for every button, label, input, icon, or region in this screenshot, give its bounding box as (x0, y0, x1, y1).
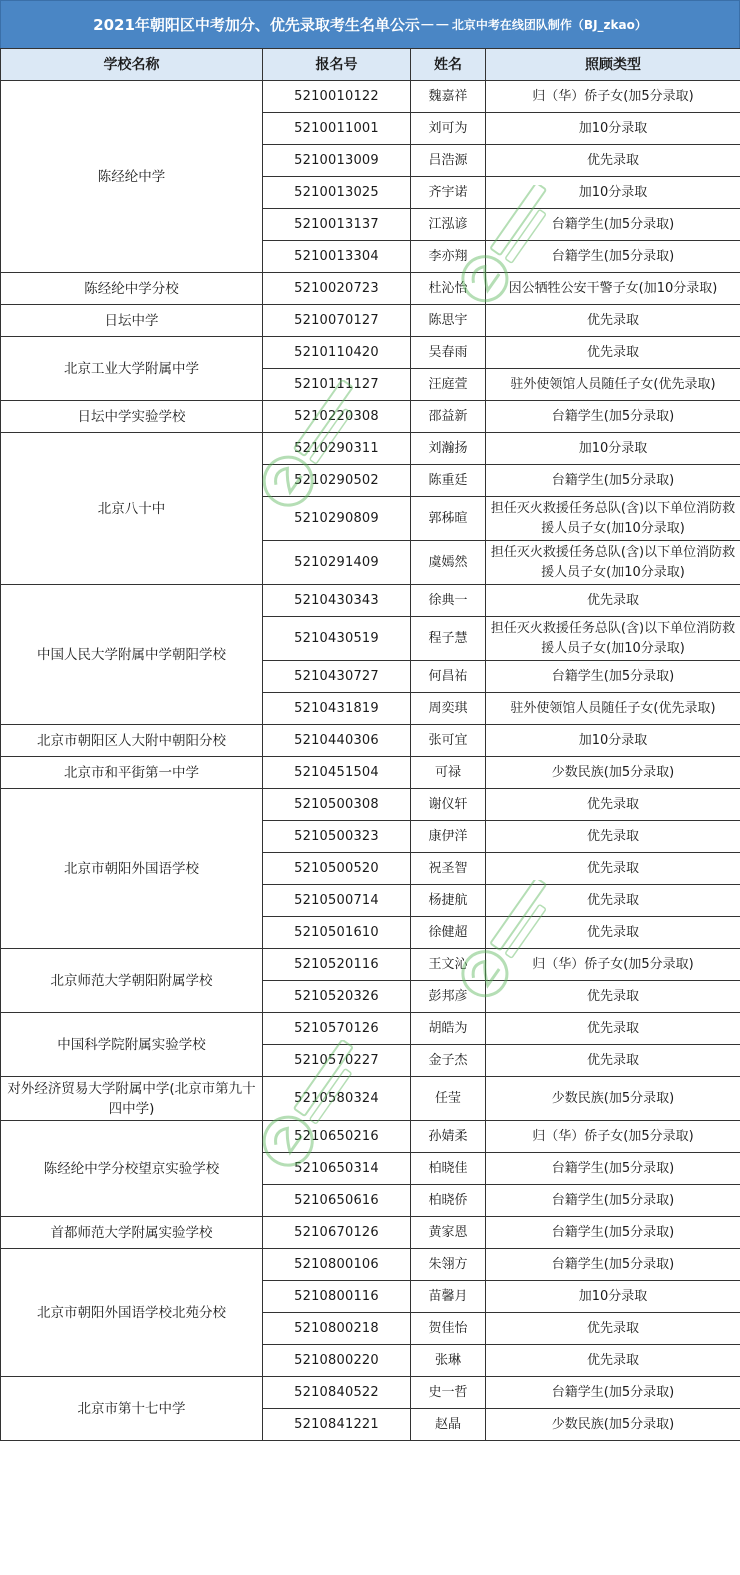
student-name-cell: 魏嘉祥 (411, 81, 486, 113)
student-name-cell: 谢仪轩 (411, 789, 486, 821)
category-cell: 台籍学生(加5分录取) (486, 401, 740, 433)
student-name-cell: 何昌祐 (411, 661, 486, 693)
student-name-cell: 柏晓侨 (411, 1185, 486, 1217)
student-name-cell: 刘可为 (411, 113, 486, 145)
reg-no-cell: 5210430727 (263, 661, 411, 693)
title-suffix: 北京中考在线团队制作（BJ_zkao） (451, 18, 647, 32)
table-row (1, 401, 740, 433)
table-row (1, 725, 740, 757)
reg-no-cell: 5210500714 (263, 885, 411, 917)
reg-no-cell: 5210013304 (263, 241, 411, 273)
column-header-name: 姓名 (411, 49, 486, 81)
reg-no-cell: 5210290502 (263, 465, 411, 497)
reg-no-cell: 5210800218 (263, 1313, 411, 1345)
reg-no-cell: 5210010122 (263, 81, 411, 113)
category-cell: 加10分录取 (486, 433, 740, 465)
table-row (1, 757, 740, 789)
student-name-cell: 虞嫣然 (411, 541, 486, 585)
reg-no-cell: 5210290809 (263, 497, 411, 541)
category-cell: 优先录取 (486, 853, 740, 885)
table-row (1, 273, 740, 305)
category-cell: 优先录取 (486, 1345, 740, 1377)
school-name-cell: 中国科学院附属实验学校 (1, 1013, 263, 1077)
category-cell: 加10分录取 (486, 725, 740, 757)
category-cell: 台籍学生(加5分录取) (486, 1217, 740, 1249)
student-name-cell: 吴春雨 (411, 337, 486, 369)
student-name-cell: 贺佳怡 (411, 1313, 486, 1345)
student-name-cell: 吕浩源 (411, 145, 486, 177)
column-header-school: 学校名称 (1, 49, 263, 81)
reg-no-cell: 5210800106 (263, 1249, 411, 1281)
reg-no-cell: 5210841221 (263, 1409, 411, 1441)
school-name-cell: 北京市朝阳区人大附中朝阳分校 (1, 725, 263, 757)
category-cell: 少数民族(加5分录取) (486, 1409, 740, 1441)
student-name-cell: 黄家恩 (411, 1217, 486, 1249)
table-row (1, 585, 740, 617)
category-cell: 优先录取 (486, 305, 740, 337)
category-cell: 优先录取 (486, 885, 740, 917)
reg-no-cell: 5210070127 (263, 305, 411, 337)
category-cell: 优先录取 (486, 145, 740, 177)
category-cell: 优先录取 (486, 585, 740, 617)
reg-no-cell: 5210500323 (263, 821, 411, 853)
school-name-cell: 北京工业大学附属中学 (1, 337, 263, 401)
reg-no-cell: 5210650216 (263, 1121, 411, 1153)
category-cell: 驻外使领馆人员随任子女(优先录取) (486, 693, 740, 725)
school-name-cell: 对外经济贸易大学附属中学(北京市第九十四中学) (1, 1077, 263, 1121)
table-row (1, 1217, 740, 1249)
reg-no-cell: 5210520116 (263, 949, 411, 981)
category-cell: 归（华）侨子女(加5分录取) (486, 949, 740, 981)
category-cell: 少数民族(加5分录取) (486, 757, 740, 789)
school-name-cell: 日坛中学实验学校 (1, 401, 263, 433)
student-name-cell: 汪庭萱 (411, 369, 486, 401)
student-name-cell: 金子杰 (411, 1045, 486, 1077)
student-name-cell: 苗馨月 (411, 1281, 486, 1313)
school-name-cell: 北京市第十七中学 (1, 1377, 263, 1441)
student-name-cell: 李亦翔 (411, 241, 486, 273)
category-cell: 优先录取 (486, 1045, 740, 1077)
student-name-cell: 康伊洋 (411, 821, 486, 853)
table-row (1, 1121, 740, 1153)
admission-list-table (0, 48, 740, 1441)
reg-no-cell: 5210650314 (263, 1153, 411, 1185)
reg-no-cell: 5210840522 (263, 1377, 411, 1409)
category-cell: 担任灭火救援任务总队(含)以下单位消防救援人员子女(加10分录取) (486, 541, 740, 585)
student-name-cell: 邵益新 (411, 401, 486, 433)
category-cell: 归（华）侨子女(加5分录取) (486, 1121, 740, 1153)
category-cell: 台籍学生(加5分录取) (486, 1153, 740, 1185)
category-cell: 少数民族(加5分录取) (486, 1077, 740, 1121)
table-row (1, 1077, 740, 1121)
category-cell: 台籍学生(加5分录取) (486, 209, 740, 241)
table-row (1, 81, 740, 113)
student-name-cell: 史一哲 (411, 1377, 486, 1409)
student-name-cell: 陈思宇 (411, 305, 486, 337)
reg-no-cell: 5210451504 (263, 757, 411, 789)
student-name-cell: 郭秭暄 (411, 497, 486, 541)
table-row (1, 1249, 740, 1281)
reg-no-cell: 5210800220 (263, 1345, 411, 1377)
student-name-cell: 孙婧柔 (411, 1121, 486, 1153)
student-name-cell: 张可宜 (411, 725, 486, 757)
reg-no-cell: 5210290311 (263, 433, 411, 465)
student-name-cell: 朱翎方 (411, 1249, 486, 1281)
reg-no-cell: 5210430519 (263, 617, 411, 661)
category-cell: 台籍学生(加5分录取) (486, 465, 740, 497)
reg-no-cell: 5210220308 (263, 401, 411, 433)
reg-no-cell: 5210650616 (263, 1185, 411, 1217)
reg-no-cell: 5210110420 (263, 337, 411, 369)
category-cell: 因公牺牲公安干警子女(加10分录取) (486, 273, 740, 305)
reg-no-cell: 5210430343 (263, 585, 411, 617)
reg-no-cell: 5210570227 (263, 1045, 411, 1077)
table-body (1, 81, 740, 1441)
table-row (1, 433, 740, 465)
student-name-cell: 陈重廷 (411, 465, 486, 497)
student-name-cell: 杜沁怡 (411, 273, 486, 305)
student-name-cell: 祝圣智 (411, 853, 486, 885)
reg-no-cell: 5210440306 (263, 725, 411, 757)
reg-no-cell: 5210501610 (263, 917, 411, 949)
reg-no-cell: 5210500308 (263, 789, 411, 821)
category-cell: 担任灭火救援任务总队(含)以下单位消防救援人员子女(加10分录取) (486, 617, 740, 661)
category-cell: 优先录取 (486, 337, 740, 369)
student-name-cell: 赵晶 (411, 1409, 486, 1441)
student-name-cell: 任莹 (411, 1077, 486, 1121)
school-name-cell: 北京市朝阳外国语学校 (1, 789, 263, 949)
school-name-cell: 日坛中学 (1, 305, 263, 337)
category-cell: 优先录取 (486, 821, 740, 853)
school-name-cell: 北京市朝阳外国语学校北苑分校 (1, 1249, 263, 1377)
category-cell: 台籍学生(加5分录取) (486, 241, 740, 273)
school-name-cell: 陈经纶中学分校望京实验学校 (1, 1121, 263, 1217)
reg-no-cell: 5210013137 (263, 209, 411, 241)
category-cell: 优先录取 (486, 981, 740, 1013)
reg-no-cell: 5210011001 (263, 113, 411, 145)
table-row (1, 1013, 740, 1045)
student-name-cell: 徐健超 (411, 917, 486, 949)
student-name-cell: 江泓谚 (411, 209, 486, 241)
table-row (1, 1377, 740, 1409)
title-main: 2021年朝阳区中考加分、优先录取考生名单公示－－ (93, 16, 450, 34)
category-cell: 台籍学生(加5分录取) (486, 1249, 740, 1281)
reg-no-cell: 5210111127 (263, 369, 411, 401)
column-header-reg-no: 报名号 (263, 49, 411, 81)
reg-no-cell: 5210020723 (263, 273, 411, 305)
student-name-cell: 齐宇诺 (411, 177, 486, 209)
category-cell: 台籍学生(加5分录取) (486, 1185, 740, 1217)
student-name-cell: 徐典一 (411, 585, 486, 617)
category-cell: 优先录取 (486, 917, 740, 949)
student-name-cell: 周奕琪 (411, 693, 486, 725)
category-cell: 加10分录取 (486, 177, 740, 209)
table-row (1, 789, 740, 821)
school-name-cell: 陈经纶中学 (1, 81, 263, 273)
reg-no-cell: 5210431819 (263, 693, 411, 725)
reg-no-cell: 5210580324 (263, 1077, 411, 1121)
school-name-cell: 北京八十中 (1, 433, 263, 585)
student-name-cell: 彭邦彦 (411, 981, 486, 1013)
student-name-cell: 柏晓佳 (411, 1153, 486, 1185)
page-title (0, 0, 740, 49)
reg-no-cell: 5210570126 (263, 1013, 411, 1045)
category-cell: 加10分录取 (486, 113, 740, 145)
category-cell: 归（华）侨子女(加5分录取) (486, 81, 740, 113)
school-name-cell: 首都师范大学附属实验学校 (1, 1217, 263, 1249)
reg-no-cell: 5210500520 (263, 853, 411, 885)
category-cell: 台籍学生(加5分录取) (486, 1377, 740, 1409)
reg-no-cell: 5210800116 (263, 1281, 411, 1313)
student-name-cell: 杨捷航 (411, 885, 486, 917)
student-name-cell: 张琳 (411, 1345, 486, 1377)
category-cell: 优先录取 (486, 1313, 740, 1345)
reg-no-cell: 5210520326 (263, 981, 411, 1013)
category-cell: 台籍学生(加5分录取) (486, 661, 740, 693)
reg-no-cell: 5210670126 (263, 1217, 411, 1249)
school-name-cell: 中国人民大学附属中学朝阳学校 (1, 585, 263, 725)
reg-no-cell: 5210013025 (263, 177, 411, 209)
table-row (1, 337, 740, 369)
student-name-cell: 可禄 (411, 757, 486, 789)
reg-no-cell: 5210291409 (263, 541, 411, 585)
category-cell: 驻外使领馆人员随任子女(优先录取) (486, 369, 740, 401)
student-name-cell: 胡皓为 (411, 1013, 486, 1045)
table-row (1, 949, 740, 981)
student-name-cell: 王文沁 (411, 949, 486, 981)
school-name-cell: 北京市和平街第一中学 (1, 757, 263, 789)
category-cell: 优先录取 (486, 1013, 740, 1045)
school-name-cell: 陈经纶中学分校 (1, 273, 263, 305)
column-header-category: 照顾类型 (486, 49, 740, 81)
reg-no-cell: 5210013009 (263, 145, 411, 177)
category-cell: 加10分录取 (486, 1281, 740, 1313)
category-cell: 担任灭火救援任务总队(含)以下单位消防救援人员子女(加10分录取) (486, 497, 740, 541)
school-name-cell: 北京师范大学朝阳附属学校 (1, 949, 263, 1013)
table-row (1, 305, 740, 337)
table-header-row (1, 49, 740, 81)
student-name-cell: 程子慧 (411, 617, 486, 661)
category-cell: 优先录取 (486, 789, 740, 821)
student-name-cell: 刘瀚扬 (411, 433, 486, 465)
